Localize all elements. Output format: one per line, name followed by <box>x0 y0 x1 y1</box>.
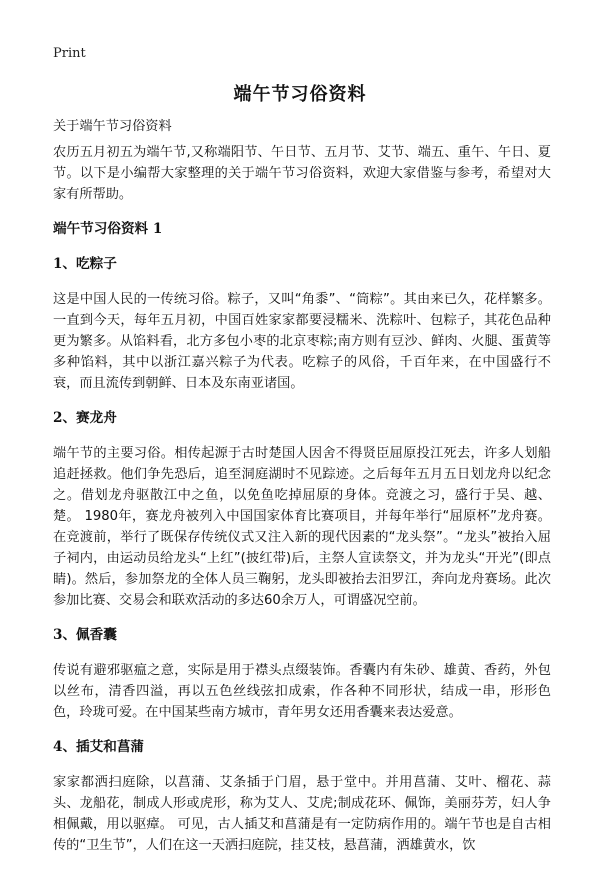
section-heading-mugwort: 4、插艾和菖蒲 <box>53 739 145 755</box>
section-heading-dragon-boat: 2、赛龙舟 <box>53 410 117 426</box>
section-heading-sachet: 3、佩香囊 <box>53 627 117 643</box>
subtitle: 关于端午节习俗资料 <box>53 119 172 134</box>
intro-paragraph: 农历五月初五为端午节,又称端阳节、午日节、五月节、艾节、端五、重午、午日、夏节。以下是小编帮大家整理的关于端午节习俗资料，欢迎大家借鉴与参考，希望对大家有所帮助。 <box>53 145 551 202</box>
section-body-mugwort: 家家都洒扫庭除，以菖蒲、艾条插于门眉，悬于堂中。并用菖蒲、艾叶、榴花、蒜头、龙船花，制成人形或虎形，称为艾人、艾虎;制成花环、佩饰，美丽芬芳，妇人争相佩戴，用以驱瘴。 可见，古人插艾和菖蒲是有一定防病作用的。端午节也是自古相传的“卫生节”，人们在这一天洒扫庭院，挂艾枝，悬菖蒲，洒雄黄水，饮 <box>53 775 551 853</box>
print-link[interactable]: Print <box>53 46 86 61</box>
section-body-sachet: 传说有避邪驱瘟之意，实际是用于襟头点缀装饰。香囊内有朱砂、雄黄、香药，外包以丝布，清香四溢，再以五色丝线弦扣成索，作各种不同形状，结成一串，形形色色，玲珑可爱。在中国某些南方城市，青年男女还用香囊来表达爱意。 <box>53 663 551 720</box>
section-body-dragon-boat: 端午节的主要习俗。相传起源于古时楚国人因舍不得贤臣屈原投江死去，许多人划船追赶拯救。他们争先恐后，追至洞庭湖时不见踪迹。之后每年五月五日划龙舟以纪念之。借划龙舟驱散江中之鱼，以免鱼吃掉屈原的身体。竞渡之习，盛行于吴、越、楚。 1980年，赛龙舟被列入中国国家体育比赛项目，并每年举行“屈原杯”龙舟赛。在竞渡前，举行了既保存传统仪式又注入新的现代因素的“龙头祭”。“龙头”被抬入屈子祠内，由运动员给龙头“上红”(披红带)后，主祭人宣读祭文，并为龙头“开光”(即点睛)。然后，参加祭龙的全体人员三鞠躬，龙头即被抬去汨罗江，奔向龙舟赛场。此次参加比赛、交易会和联欢活动的多达60余万人，可谓盛况空前。 <box>53 446 551 608</box>
page-title: 端午节习俗资料 <box>233 84 367 105</box>
document-heading: 端午节习俗资料 1 <box>53 221 163 237</box>
document-content <box>53 114 551 870</box>
section-body-zongzi: 这是中国人民的一传统习俗。粽子，又叫“角黍”、“筒粽”。其由来已久，花样繁多。一直到今天，每年五月初，中国百姓家家都要浸糯米、洗粽叶、包粽子，其花色品种更为繁多。从馅料看，北方多包小枣的北京枣粽;南方则有豆沙、鲜肉、火腿、蛋黄等多种馅料，其中以浙江嘉兴粽子为代表。吃粽子的风俗，千百年来，在中国盛行不衰，而且流传到朝鲜、日本及东南亚诸国。 <box>53 292 551 391</box>
section-heading-zongzi: 1、吃粽子 <box>53 256 117 272</box>
